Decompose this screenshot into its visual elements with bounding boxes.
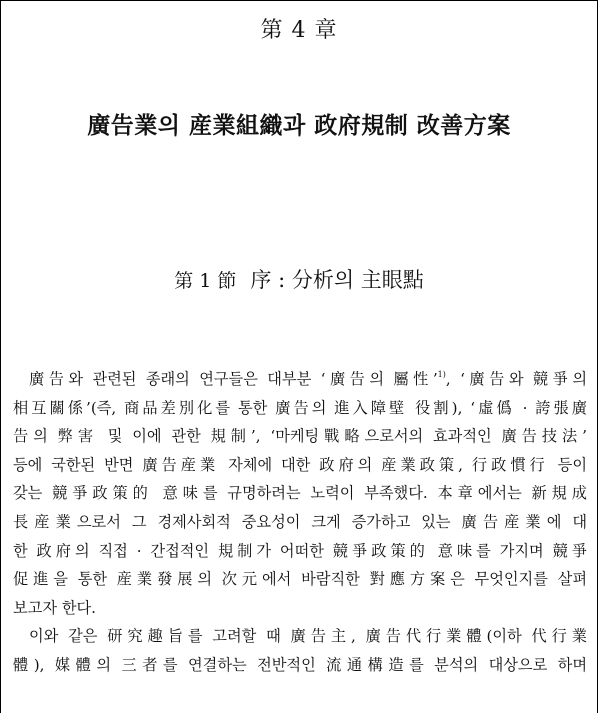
text-line: 한 政府의 직접 · 간접적인 規制가 어떠한 競爭政策的 意味를 가지며 競爭 <box>13 541 587 560</box>
text-line: 促進을 통한 産業發展의 次元에서 바람직한 對應方案은 무엇인지를 살펴 <box>13 570 587 589</box>
chapter-title: 廣告業의 産業組織과 政府規制 改善方案 <box>87 112 511 139</box>
text-line: 등에 국한된 반면 廣告産業 자체에 대한 政府의 産業政策, 行政慣行 등이 <box>13 455 587 474</box>
text-line: 告의 弊害 및 이에 관한 規制’, ‘마케팅戰略으로서의 효과적인 廣告技法’ <box>13 427 587 446</box>
section-title: 序 : 分析의 主眼點 <box>250 268 424 292</box>
text-line: 보고자 한다. <box>13 598 97 617</box>
footnote-marker[interactable]: 1) <box>437 370 446 379</box>
text-line: 體), 媒體의 三者를 연결하는 전반적인 流通構造를 분석의 대상으로 하며 <box>13 655 587 674</box>
paragraph-2 <box>13 622 587 679</box>
text-line: 갖는 競爭政策的 意味를 규명하려는 노력이 부족했다. 本章에서는 新規成 <box>13 484 587 503</box>
section-number: 第 1 節 <box>174 270 237 292</box>
body-text <box>13 365 587 680</box>
chapter-heading: 第 4 章 <box>260 18 338 43</box>
text-line: 相互關係’(즉, 商品差別化를 통한 廣告의 進入障壁 役割), ‘虛僞 · 誇張廣 <box>13 398 587 417</box>
text-line: 長産業으로서 그 경제사회적 중요성이 크게 증가하고 있는 廣告産業에 대 <box>13 512 587 531</box>
paragraph-1 <box>13 365 587 622</box>
section-heading <box>1 264 597 294</box>
text-line: 廣告와 관련된 종래의 연구들은 대부분 ‘廣告의 屬性’$^{1)}$, ‘廣告와 競爭의 <box>29 370 587 388</box>
text-line: 이와 같은 研究趣旨를 고려할 때 廣告主, 廣告代行業體(이하 代行業 <box>29 627 587 646</box>
